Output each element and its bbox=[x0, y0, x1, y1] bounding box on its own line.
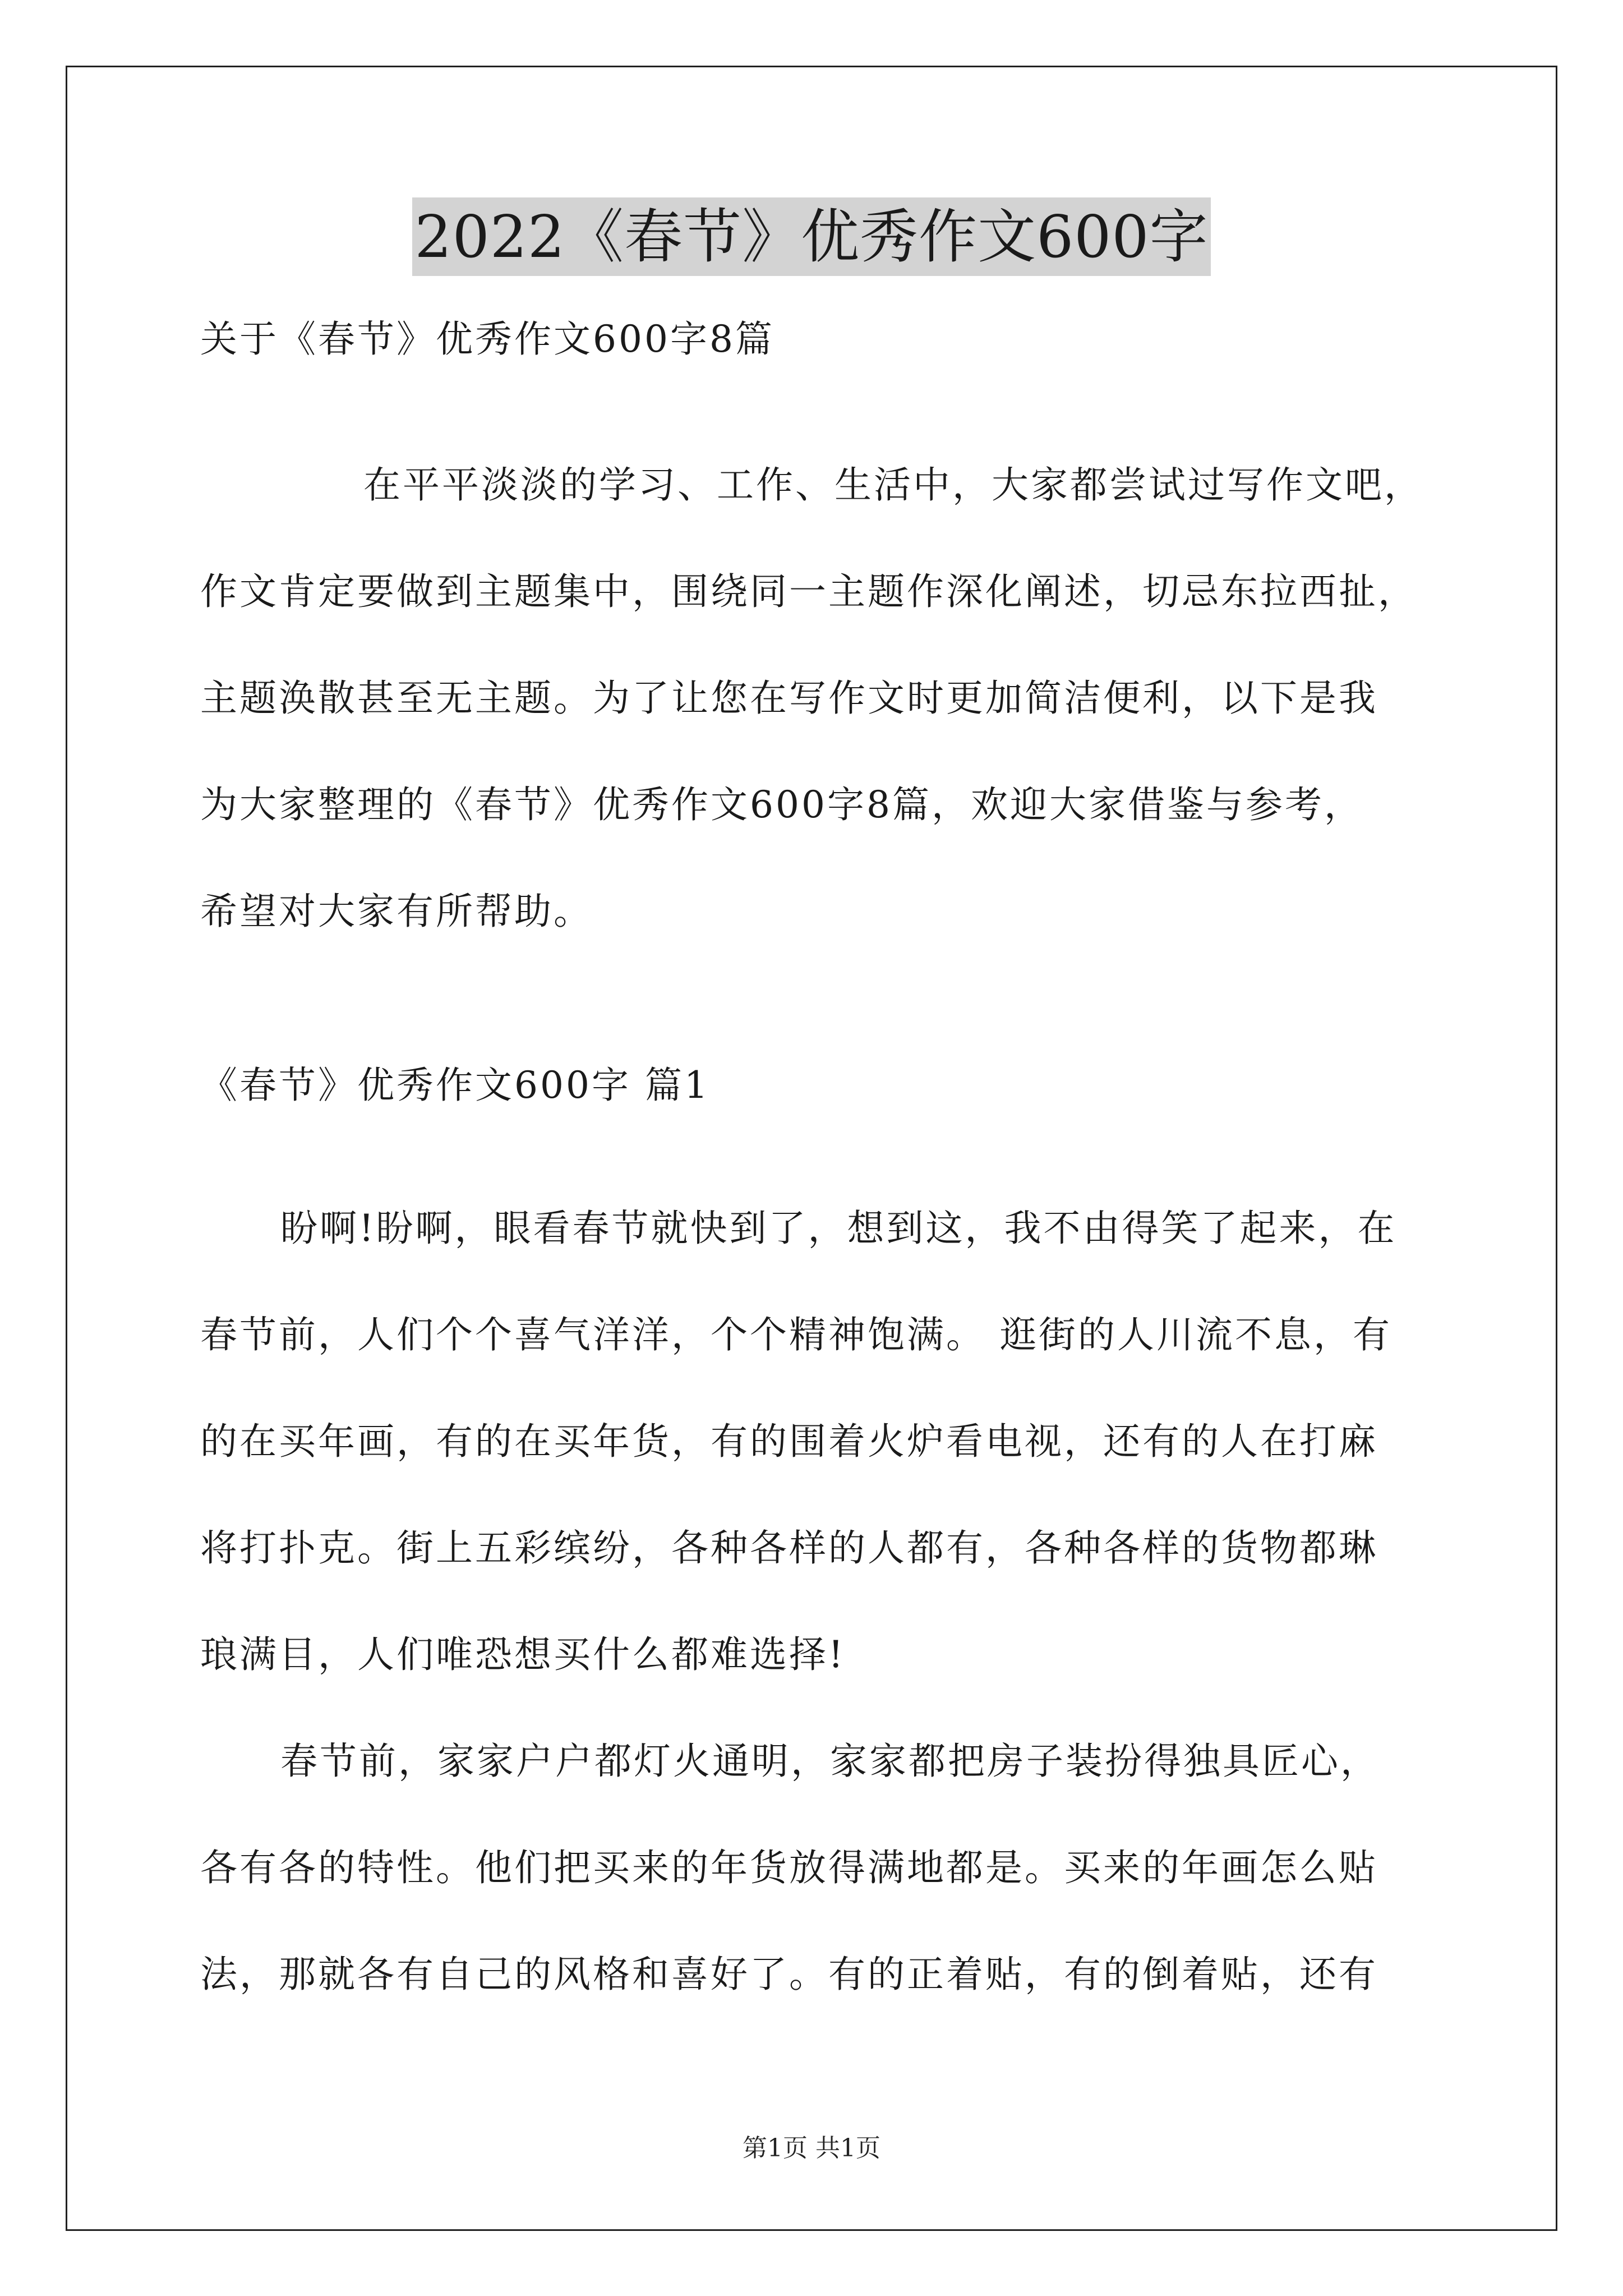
paragraph-line: 盼啊!盼啊，眼看春节就快到了，想到这，我不由得笑了起来，在 bbox=[280, 1207, 1397, 1250]
page-footer: 第1页 共1页 bbox=[743, 2134, 880, 2162]
paragraph-line: 的在买年画，有的在买年货，有的围着火炉看电视，还有的人在打麻 bbox=[200, 1420, 1378, 1463]
paragraph-line: 春节前，家家户户都灯火通明，家家都把房子装扮得独具匠心， bbox=[280, 1740, 1380, 1783]
intro-line: 主题涣散甚至无主题。为了让您在写作文时更加简洁便利，以下是我 bbox=[200, 677, 1378, 720]
intro-line: 希望对大家有所帮助。 bbox=[200, 890, 593, 933]
intro-line: 在平平淡淡的学习、工作、生活中，大家都尝试过写作文吧， bbox=[363, 463, 1423, 507]
section-heading: 《春节》优秀作文600字 篇1 bbox=[200, 1064, 710, 1107]
document-subtitle: 关于《春节》优秀作文600字8篇 bbox=[200, 318, 774, 361]
intro-line: 作文肯定要做到主题集中，围绕同一主题作深化阐述，切忌东拉西扯， bbox=[200, 570, 1417, 613]
title-container bbox=[0, 197, 1623, 276]
paragraph-line: 将打扑克。街上五彩缤纷，各种各样的人都有，各种各样的货物都琳 bbox=[200, 1526, 1378, 1570]
document-title: 2022《春节》优秀作文600字 bbox=[412, 197, 1210, 276]
paragraph-line: 春节前，人们个个喜气洋洋，个个精神饱满。 逛街的人川流不息，有 bbox=[200, 1313, 1392, 1356]
page-border bbox=[66, 66, 1557, 2231]
paragraph-line: 琅满目，人们唯恐想买什么都难选择! bbox=[200, 1633, 846, 1676]
intro-line: 为大家整理的《春节》优秀作文600字8篇，欢迎大家借鉴与参考， bbox=[200, 783, 1363, 826]
paragraph-line: 法，那就各有自己的风格和喜好了。有的正着贴，有的倒着贴，还有 bbox=[200, 1953, 1378, 1996]
paragraph-line: 各有各的特性。他们把买来的年货放得满地都是。买来的年画怎么贴 bbox=[200, 1846, 1378, 1889]
